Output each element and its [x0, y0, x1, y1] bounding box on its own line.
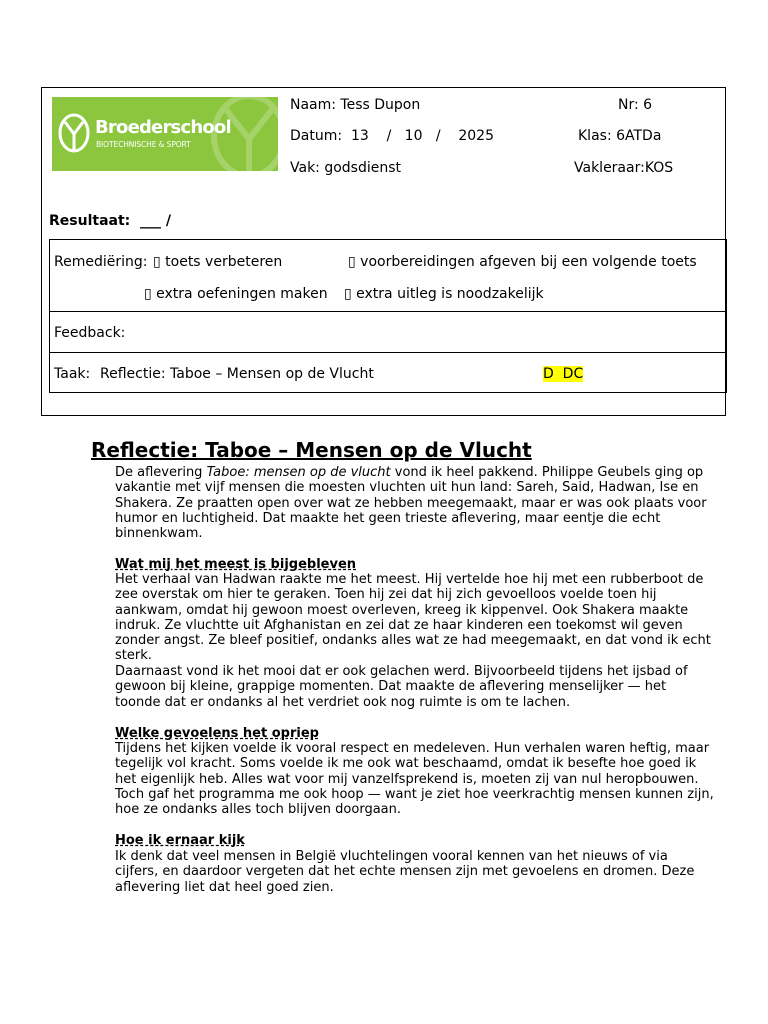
student-name: Naam: Tess Dupon	[290, 97, 421, 113]
logo-subtitle: BIOTECHNISCHE & SPORT	[96, 140, 191, 149]
option-voorbereidingen[interactable]: ▯ voorbereidingen afgeven bij een volgende toets	[348, 254, 697, 270]
feedback-label: Feedback:	[54, 325, 126, 341]
remediation-label: Remediëring:	[54, 254, 148, 270]
school-logo	[52, 97, 278, 171]
task-label: Taak:	[54, 366, 91, 382]
task-value: Reflectie: Taboe – Mensen op de Vlucht	[100, 366, 374, 382]
result-field: Resultaat: ___ /	[49, 213, 171, 229]
student-number: Nr: 6	[618, 97, 653, 113]
feedback-row	[49, 311, 727, 353]
school-emblem-icon	[58, 113, 90, 153]
section-paragraph: Daarnaast vond ik het mooi dat er ook gelachen werd. Bijvoorbeeld tijdens het ijsbad of gewoon bij kleine, grappige momenten. Dat maakte de aflevering menselijker — het toonde dat er ondanks al het verdriet ook nog ruimte is om te lachen.	[115, 664, 688, 710]
intro-italic: Taboe: mensen op de vlucht	[206, 465, 391, 480]
intro-paragraph	[115, 465, 715, 541]
section-heading-gevoelens: Welke gevoelens het opriep	[115, 726, 319, 741]
section-paragraph: Ik denk dat veel mensen in België vluchtelingen vooral kennen van het nieuws of via cijfers, en daardoor vergeten dat het echte mensen zijn met gevoelens en dromen. Deze aflevering liet dat heel goed zien.	[115, 849, 695, 895]
section-heading-bijgebleven: Wat mij het meest is bijgebleven	[115, 557, 357, 572]
section-paragraph: Tijdens het kijken voelde ik vooral respect en medeleven. Hun verhalen waren heftig, maar tegelijk vol kracht. Soms voelde ik me ook wat beschaamd, omdat ik besefte hoe goed ik het eigenlijk heb. Alles wat voor mij vanzelfsprekend is, moeten zij van nul heropbouwen. Toch gaf het programma me ook hoop — want je ziet hoe veerkrachtig mensen kunnen zijn, hoe ze ondanks alles toch blijven doorgaan.	[115, 741, 714, 818]
section-paragraph: Het verhaal van Hadwan raakte me het meest. Hij vertelde hoe hij met een rubberboot de zee overstak om hier te geraken. Toen hij zei dat hij zich gevoelloos voelde toen hij aankwam, omdat hij gewoon moest overleven, kreeg ik kippenvel. Ook Shakera maakte indruk. Ze vluchtte uit Afghanistan en zei dat ze haar kinderen een toekomst wil geven zonder angst. Ze bleef positief, ondanks alles wat ze had meegemaakt, en dat vond ik echt sterk.	[115, 572, 711, 664]
intro-prefix: De aflevering	[115, 465, 207, 480]
task-codes: D DC	[543, 366, 584, 382]
class-field: Klas: 6ATDa	[578, 128, 662, 144]
option-extra-oefeningen[interactable]: ▯ extra oefeningen maken	[144, 286, 328, 302]
logo-name: Broederschool	[95, 117, 231, 138]
option-extra-uitleg[interactable]: ▯ extra uitleg is noodzakelijk	[344, 286, 544, 302]
date-field: Datum: 13 / 10 / 2025	[290, 128, 494, 144]
section-heading-ernaar-kijk: Hoe ik ernaar kijk	[115, 833, 245, 848]
header-box	[41, 87, 726, 416]
task-row	[49, 352, 727, 393]
logo-watermark-icon	[210, 97, 278, 171]
option-toets-verbeteren[interactable]: ▯ toets verbeteren	[153, 254, 283, 270]
intro-rest: vond ik heel pakkend. Philippe Geubels ging op vakantie met vijf mensen die moesten vluchten uit hun land: Sareh, Said, Hadwan, Ise en Shakera. Ze praatten open over wat ze hebben meegemaakt, maar er was ook plaats voor humor en luchtigheid. Dat maakte het geen trieste aflevering, maar eentje die echt binnenkwam.	[115, 465, 707, 542]
remediation-row	[49, 239, 727, 312]
subject-field: Vak: godsdienst	[290, 160, 402, 176]
teacher-field: Vakleraar:KOS	[574, 160, 674, 176]
document-title: Reflectie: Taboe – Mensen op de Vlucht	[91, 438, 532, 462]
